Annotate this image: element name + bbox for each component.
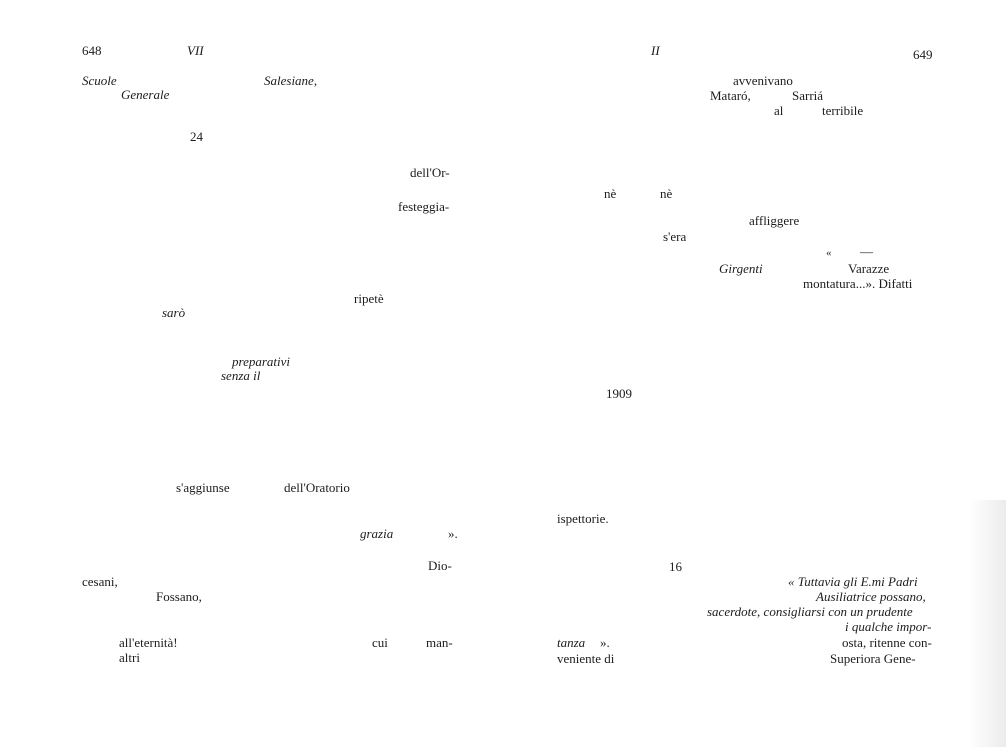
text-fragment: Generale	[121, 87, 170, 102]
text-fragment: dell'Oratorio	[284, 480, 350, 495]
page-edge-shadow	[968, 500, 1006, 747]
text-fragment: affliggere	[749, 213, 800, 228]
text-fragment: nè	[604, 186, 617, 201]
text-fragment: Sarriá	[792, 88, 824, 103]
text-fragment: 16	[669, 559, 682, 574]
text-fragment: grazia	[360, 526, 394, 541]
text-fragment: al	[774, 103, 784, 118]
page-number-left: 648	[82, 43, 102, 58]
text-fragment: veniente di	[557, 651, 615, 666]
text-fragment: ».	[600, 635, 610, 650]
text-fragment: senza il	[221, 368, 261, 383]
page-number-right: 649	[913, 47, 933, 62]
text-fragment: preparativi	[232, 354, 291, 369]
text-fragment: nè	[660, 186, 673, 201]
text-fragment: Ausiliatrice possano,	[816, 589, 926, 604]
text-fragment: Scuole	[82, 73, 117, 88]
text-fragment: «	[826, 247, 832, 259]
text-fragment: sarò	[162, 305, 186, 320]
text-fragment: all'eternità!	[119, 635, 178, 650]
text-fragment: dell'Or-	[410, 165, 450, 180]
text-fragment: —	[860, 244, 873, 259]
text-fragment: Mataró,	[710, 88, 751, 103]
text-fragment: avvenivano	[733, 73, 793, 88]
text-fragment: Girgenti	[719, 261, 763, 276]
text-fragment: ispettorie.	[557, 511, 609, 526]
text-fragment: s'era	[663, 229, 687, 244]
text-fragment: s'aggiunse	[176, 480, 230, 495]
text-fragment: Superiora Gene-	[830, 651, 916, 666]
running-head-right: II	[651, 43, 660, 58]
text-fragment: i qualche impor-	[845, 619, 932, 634]
text-fragment: festeggia-	[398, 199, 450, 214]
text-fragment: terribile	[822, 103, 864, 118]
text-fragment: « Tuttavia gli E.mi Padri	[788, 574, 918, 589]
running-head-left: VII	[187, 43, 204, 58]
text-fragment: 1909	[606, 386, 632, 401]
text-fragment: sacerdote, consigliarsi con un prudente	[707, 604, 913, 619]
text-fragment: Fossano,	[156, 589, 202, 604]
text-fragment: Varazze	[848, 261, 890, 276]
text-fragment: man-	[426, 635, 453, 650]
text-fragment: ripetè	[354, 291, 384, 306]
text-fragment: cui	[372, 635, 388, 650]
text-fragment: ».	[448, 526, 458, 541]
text-fragment: altri	[119, 650, 140, 665]
text-fragment: 24	[190, 129, 203, 144]
text-fragment: tanza	[557, 635, 586, 650]
text-fragment: Salesiane,	[264, 73, 318, 88]
text-fragment: osta, ritenne con-	[842, 635, 932, 650]
text-fragment: montatura...». Difatti	[803, 276, 913, 291]
text-fragment: cesani,	[82, 574, 118, 589]
text-fragment: Dio-	[428, 558, 452, 573]
